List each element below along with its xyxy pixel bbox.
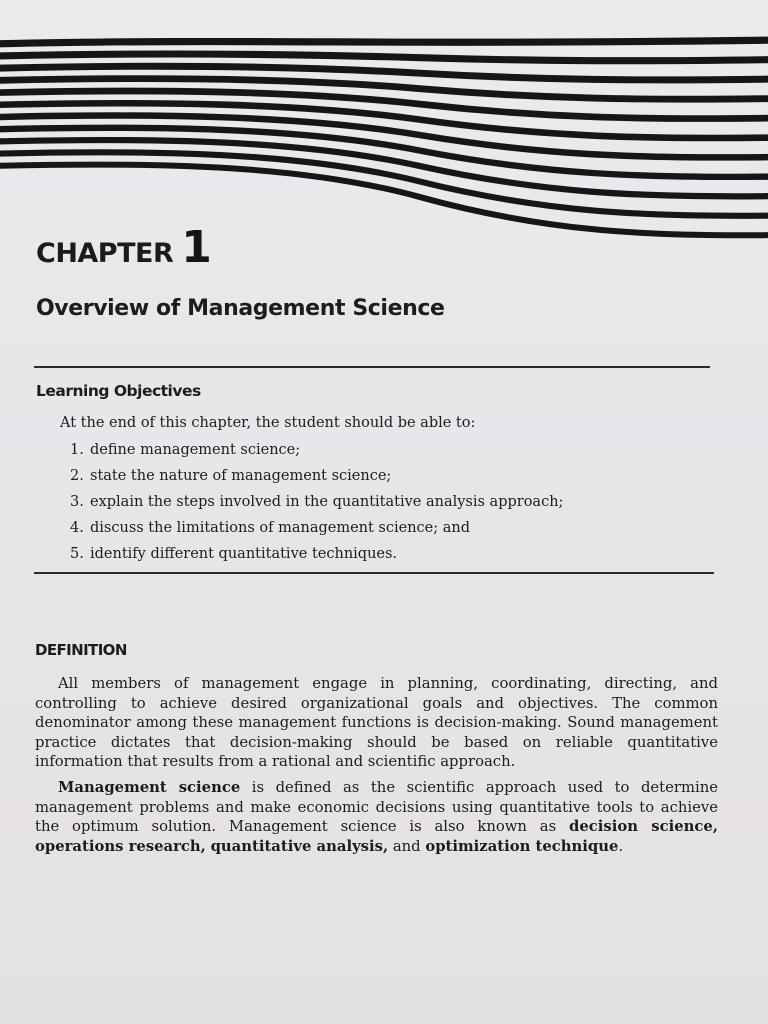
objective-item: [70, 518, 563, 544]
learning-objectives-intro: At the end of this chapter, the student should be able to:: [60, 415, 476, 431]
definition-paragraph-2: [35, 778, 718, 856]
term-aka-2: quantitative analysis,: [210, 837, 389, 855]
objective-text: explain the steps involved in the quantitative analysis approach;: [90, 494, 564, 510]
term-aka-3: optimization technique: [425, 837, 619, 855]
paragraph-text: is defined as the scientific approach used to determine management problems and make economic decisions using quantitative tools to achieve the optimum solution. Management science is also known as: [35, 779, 718, 835]
definition-paragraph-1: All members of management engage in planning, coordinating, directing, and controlling to achieve desired organizational goals and objectives. The common denominator among these management functions is decision-making. Sound management practice dictates that decision-making should be based on reliable quantitative information that results from a rational and scientific approach.: [35, 675, 718, 770]
objective-number: 3.: [70, 494, 84, 510]
section-divider-bottom: [34, 572, 714, 574]
wave-stripe: [0, 54, 768, 61]
learning-objectives-list: [70, 440, 563, 570]
learning-objectives-heading: Learning Objectives: [36, 382, 201, 400]
objective-item: [70, 440, 563, 466]
paragraph-text: .: [618, 837, 624, 855]
wave-stripe: [0, 40, 768, 44]
objective-item: [70, 466, 563, 492]
objective-text: discuss the limitations of management science; and: [90, 520, 471, 536]
term-aka-1: decision science, operations research,: [35, 818, 718, 855]
objective-item: [70, 544, 563, 570]
objective-text: define management science;: [90, 442, 301, 458]
objective-text: identify different quantitative techniques.: [90, 546, 398, 562]
objective-number: 4.: [70, 520, 84, 536]
chapter-label: CHAPTER: [36, 238, 174, 269]
section-divider-top: [34, 366, 710, 368]
chapter-number: 1: [181, 222, 212, 273]
definition-heading: DEFINITION: [35, 641, 127, 659]
chapter-title: Overview of Management Science: [36, 296, 445, 321]
objective-number: 2.: [70, 468, 84, 484]
objective-text: state the nature of management science;: [90, 468, 392, 484]
objective-number: 1.: [70, 442, 84, 458]
paragraph-text: and: [388, 837, 426, 855]
objective-item: [70, 492, 563, 518]
term-management-science: Management science: [58, 779, 241, 796]
chapter-heading: [36, 222, 211, 273]
objective-number: 5.: [70, 546, 84, 562]
